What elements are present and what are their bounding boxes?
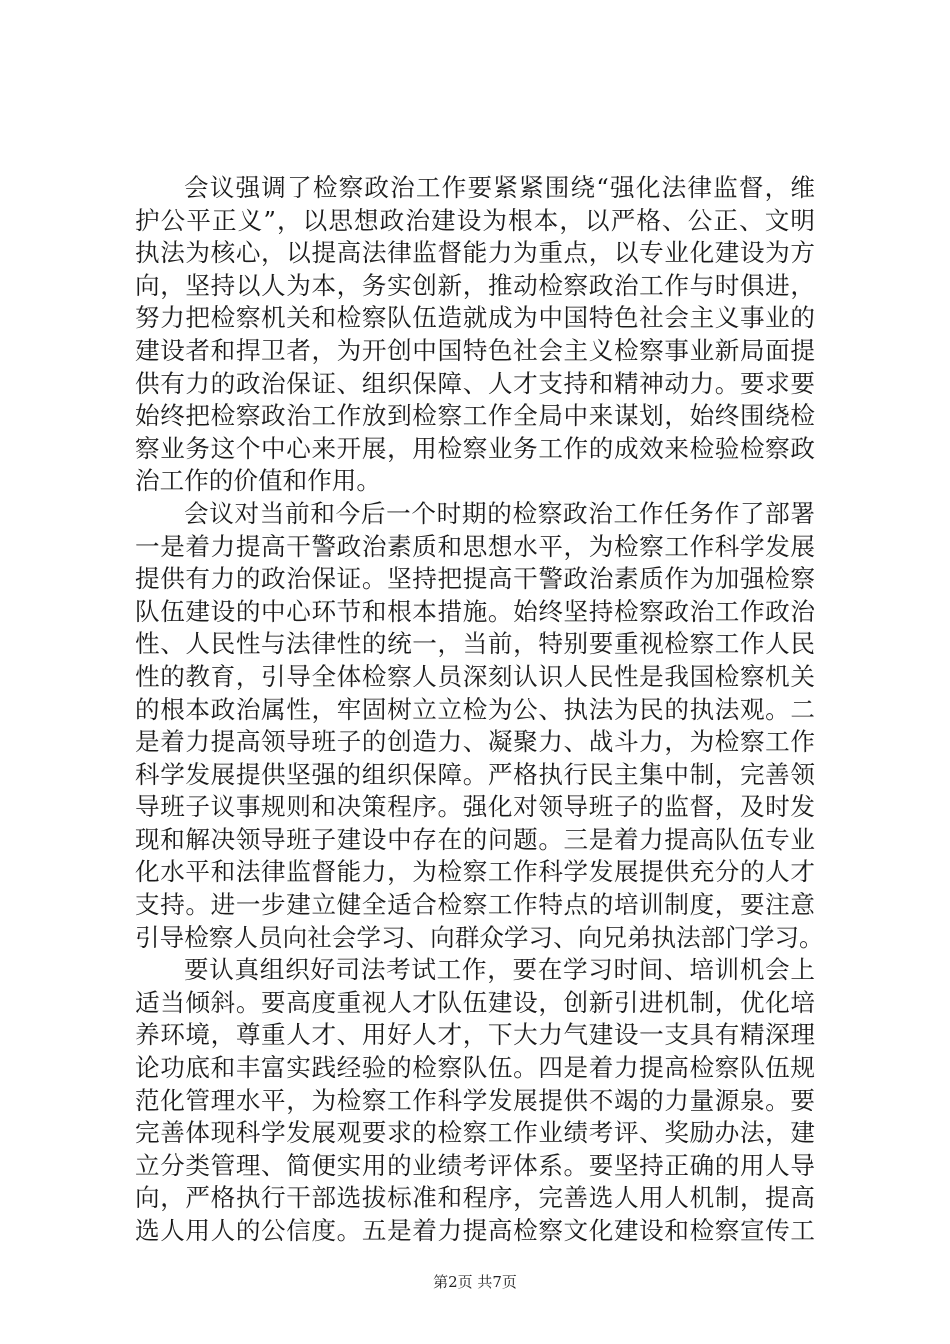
text-line: 化水平和法律监督能力，为检察工作科学发展提供充分的人才 — [135, 857, 815, 887]
text-line: 科学发展提供坚强的组织保障。严格执行民主集中制，完善领 — [135, 759, 815, 789]
text-line: 现和解决领导班子建设中存在的问题。三是着力提高队伍专业 — [135, 824, 815, 854]
text-line: 执法为核心，以提高法律监督能力为重点，以专业化建设为方 — [135, 238, 815, 268]
text-line: 会议强调了检察政治工作要紧紧围绕“强化法律监督，维 — [184, 173, 815, 202]
text-line: 建设者和捍卫者，为开创中国特色社会主义检察事业新局面提 — [135, 335, 815, 365]
text-line: 性、人民性与法律性的统一，当前，特别要重视检察工作人民 — [135, 629, 815, 659]
text-line: 队伍建设的中心环节和根本措施。始终坚持检察政治工作政治 — [135, 596, 815, 626]
text-line: 完善体现科学发展观要求的检察工作业绩考评、奖励办法，建 — [135, 1118, 815, 1148]
text-line: 选人用人的公信度。五是着力提高检察文化建设和检察宣传工 — [135, 1216, 815, 1245]
text-line: 养环境，尊重人才、用好人才，下大力气建设一支具有精深理 — [135, 1020, 815, 1050]
text-line: 引导检察人员向社会学习、向群众学习、向兄弟执法部门学习。 — [135, 922, 824, 952]
text-line: 要认真组织好司法考试工作，要在学习时间、培训机会上 — [184, 955, 815, 985]
text-line: 会议对当前和今后一个时期的检察政治工作任务作了部署 — [184, 498, 815, 528]
text-line: 论功底和丰富实践经验的检察队伍。四是着力提高检察队伍规 — [135, 1053, 815, 1083]
text-line: 适当倾斜。要高度重视人才队伍建设，创新引进机制，优化培 — [135, 987, 815, 1017]
text-line: 治工作的价值和作用。 — [135, 466, 381, 496]
text-line: 性的教育，引导全体检察人员深刻认识人民性是我国检察机关 — [135, 661, 815, 691]
text-line: 努力把检察机关和检察队伍造就成为中国特色社会主义事业的 — [135, 303, 815, 333]
text-line: 护公平正义”，以思想政治建设为根本，以严格、公正、文明 — [135, 205, 815, 235]
text-line: 支持。进一步建立健全适合检察工作特点的培训制度，要注意 — [135, 890, 815, 920]
text-line: 供有力的政治保证、组织保障、人才支持和精神动力。要求要 — [135, 368, 815, 398]
text-line: 始终把检察政治工作放到检察工作全局中来谋划，始终围绕检 — [135, 401, 815, 431]
text-line: 的根本政治属性，牢固树立立检为公、执法为民的执法观。二 — [135, 694, 815, 724]
text-line: 范化管理水平，为检察工作科学发展提供不竭的力量源泉。要 — [135, 1085, 815, 1115]
body-text — [135, 172, 824, 1248]
text-line: 提供有力的政治保证。坚持把提高干警政治素质作为加强检察 — [135, 564, 815, 594]
text-line: 导班子议事规则和决策程序。强化对领导班子的监督，及时发 — [135, 792, 815, 822]
page-number-footer: 第2页 共7页 — [433, 1273, 517, 1291]
text-line: 是着力提高领导班子的创造力、凝聚力、战斗力，为检察工作 — [135, 727, 815, 757]
text-line: 察业务这个中心来开展，用检察业务工作的成效来检验检察政 — [135, 433, 815, 463]
text-line: 立分类管理、简便实用的业绩考评体系。要坚持正确的用人导 — [135, 1150, 815, 1180]
text-line: 向，坚持以人为本，务实创新，推动检察政治工作与时俱进， — [135, 270, 815, 300]
text-line: 向，严格执行干部选拔标准和程序，完善选人用人机制，提高 — [135, 1183, 815, 1213]
text-line: 一是着力提高干警政治素质和思想水平，为检察工作科学发展 — [135, 531, 815, 561]
